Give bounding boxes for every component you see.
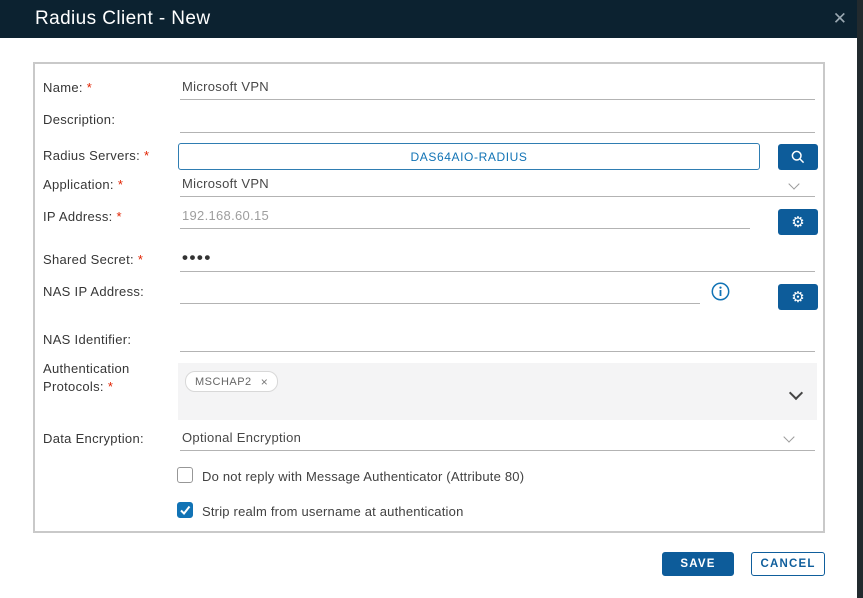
message-authenticator-row <box>35 467 823 485</box>
required-mark: * <box>116 208 122 224</box>
description-row <box>35 105 823 133</box>
required-mark: * <box>137 251 144 267</box>
data-encryption-value: Optional Encryption <box>182 430 302 445</box>
required-mark: * <box>117 177 124 192</box>
name-row <box>35 74 823 100</box>
nas-ip-settings-button[interactable] <box>778 284 818 310</box>
required-mark: * <box>143 147 150 163</box>
nas-identifier-input[interactable] <box>180 326 815 352</box>
protocol-chip-label: MSCHAP2 <box>195 375 252 388</box>
chip-remove-icon[interactable]: × <box>260 374 269 389</box>
data-encryption-select[interactable] <box>180 425 815 451</box>
description-input[interactable] <box>180 107 815 133</box>
radius-servers-search-button[interactable] <box>778 144 818 170</box>
info-icon[interactable] <box>711 282 730 306</box>
message-authenticator-label: Do not reply with Message Authenticator (Attribute 80) <box>202 468 525 484</box>
strip-realm-row <box>35 502 823 520</box>
window-edge <box>857 0 863 598</box>
ip-address-row <box>35 203 823 229</box>
data-encryption-label: Data Encryption: <box>43 430 144 446</box>
nas-ip-address-input[interactable] <box>180 278 700 304</box>
nas-identifier-row <box>35 326 823 352</box>
shared-secret-value: •••• <box>182 248 212 267</box>
ip-address-label: IP Address: * <box>43 208 122 224</box>
gear-icon: ⚙ <box>791 212 805 231</box>
strip-realm-label: Strip realm from username at authentication <box>202 503 464 519</box>
ip-address-settings-button[interactable] <box>778 209 818 235</box>
auth-protocols-label: Authentication Protocols: * <box>43 361 130 394</box>
search-icon <box>790 149 806 165</box>
radius-servers-value: DAS64AIO-RADIUS <box>410 149 528 164</box>
name-label: Name: * <box>43 79 93 95</box>
check-icon <box>178 503 192 517</box>
application-value: Microsoft VPN <box>182 176 269 191</box>
radius-servers-row <box>35 138 823 172</box>
shared-secret-row <box>35 246 823 272</box>
gear-icon: ⚙ <box>791 287 805 306</box>
radius-servers-field[interactable] <box>178 143 760 170</box>
nas-identifier-label: NAS Identifier: <box>43 331 132 347</box>
save-button[interactable]: SAVE <box>662 552 734 576</box>
strip-realm-checkbox[interactable] <box>177 502 193 518</box>
chevron-down-icon <box>789 386 803 400</box>
application-label: Application: * <box>43 177 124 192</box>
radius-servers-label: Radius Servers: * <box>43 147 150 163</box>
protocol-chip <box>185 371 278 392</box>
cancel-button[interactable]: CANCEL <box>751 552 825 576</box>
description-label: Description: <box>43 111 116 127</box>
message-authenticator-checkbox[interactable] <box>177 467 193 483</box>
radius-client-form <box>33 62 825 533</box>
nas-ip-address-label: NAS IP Address: <box>43 283 145 299</box>
required-mark: * <box>86 79 93 95</box>
application-row <box>35 172 823 197</box>
required-mark: * <box>107 379 114 394</box>
close-icon[interactable]: ✕ <box>832 9 847 28</box>
auth-protocols-row <box>35 358 823 425</box>
shared-secret-field[interactable] <box>180 246 815 272</box>
dialog-header <box>0 0 863 38</box>
auth-protocols-multiselect[interactable] <box>178 363 817 420</box>
application-select[interactable] <box>180 171 815 197</box>
shared-secret-label: Shared Secret: * <box>43 251 144 267</box>
dialog-title: Radius Client - New <box>35 8 211 29</box>
ip-address-input[interactable] <box>180 203 750 229</box>
nas-ip-address-row <box>35 278 823 304</box>
name-input[interactable] <box>180 74 815 100</box>
data-encryption-row <box>35 425 823 451</box>
